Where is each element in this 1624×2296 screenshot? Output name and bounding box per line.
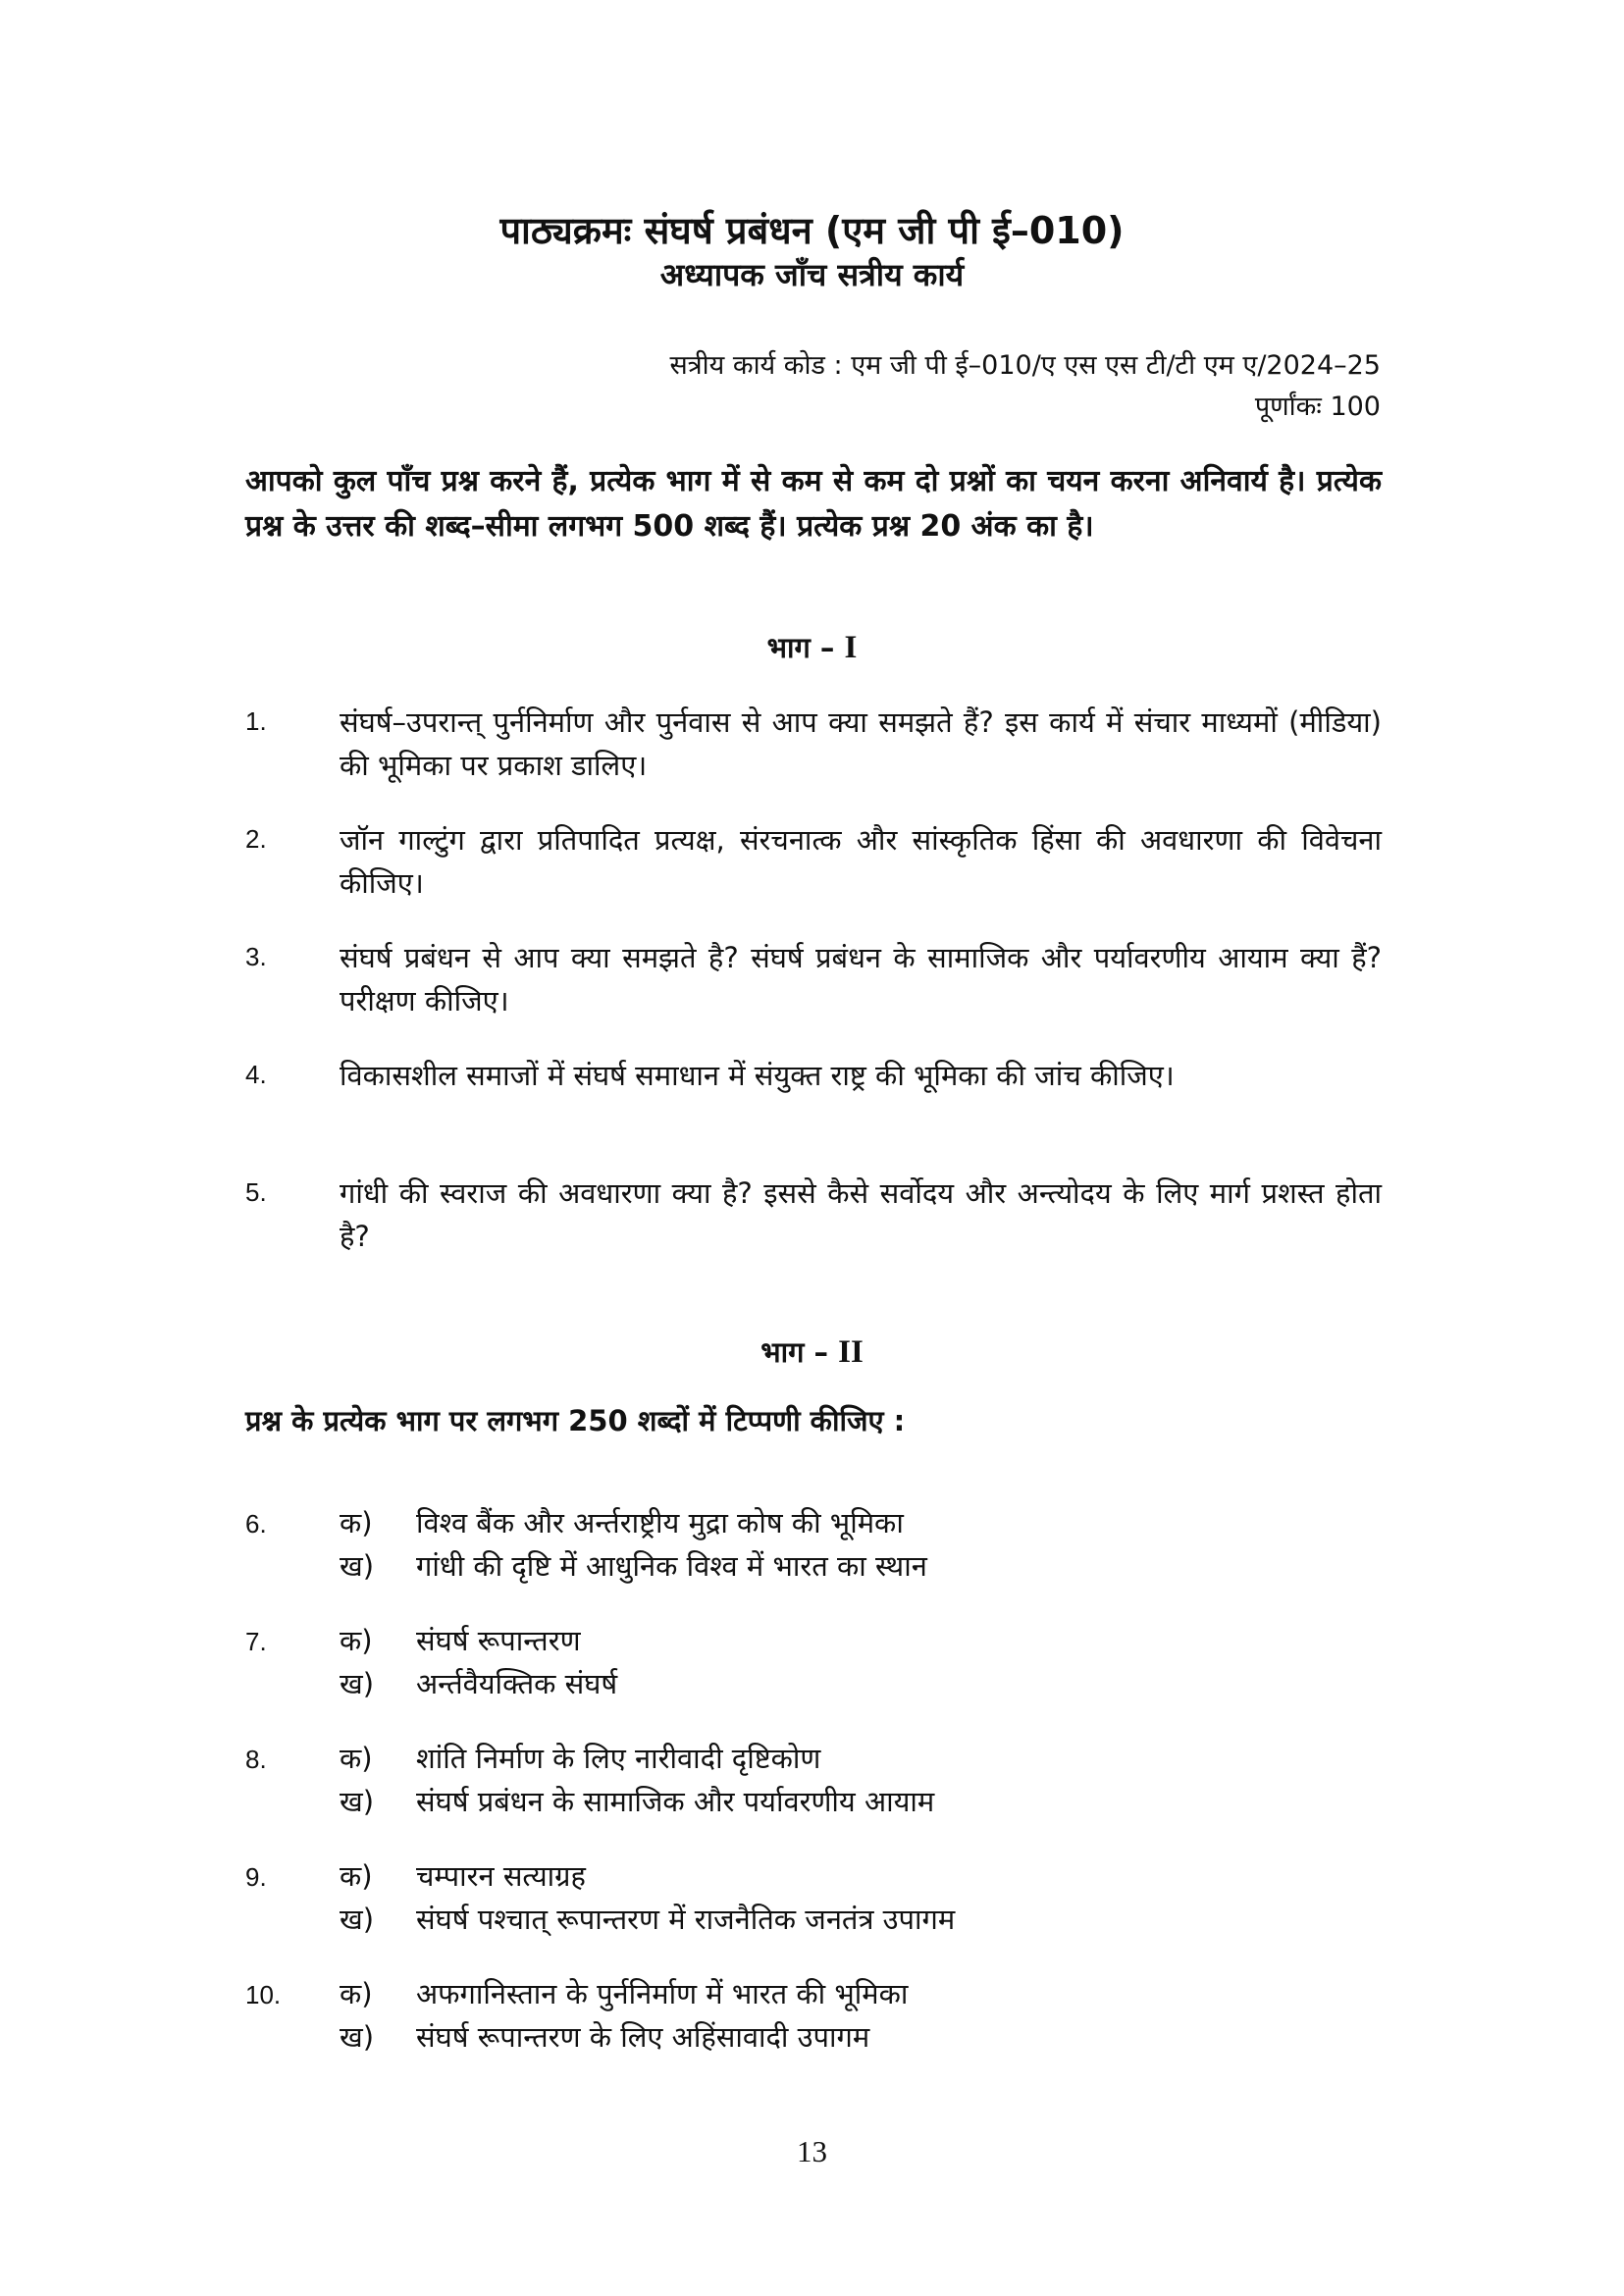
sub-label: ख)	[340, 2020, 375, 2054]
sub-text: शांति निर्माण के लिए नारीवादी दृष्टिकोण	[416, 1742, 821, 1775]
sub-label: ख)	[340, 1667, 375, 1700]
sub-question-a	[340, 1503, 904, 1541]
question-number: 5.	[245, 1177, 267, 1207]
part-1-numeral: I	[844, 630, 858, 665]
general-instructions: आपको कुल पाँच प्रश्न करने हैं, प्रत्येक भाग में से कम से कम दो प्रश्नों का चयन करना अनिवार्य है। प्रत्येक प्रश्न के उत्तर की शब्द–सीमा लगभग 500 शब्द हैं। प्रत्येक प्रश्न 20 अंक का है।	[245, 464, 1382, 544]
part-2-instructions: प्रश्न के प्रत्येक भाग पर लगभग 250 शब्दों में टिप्पणी कीजिए :	[245, 1404, 906, 1437]
question-number: 9.	[245, 1862, 267, 1892]
sub-text: अफगानिस्तान के पुर्ननिर्माण में भारत की भूमिका	[416, 1977, 909, 2010]
question-text: जॉन गाल्टुंग द्वारा प्रतिपादित प्रत्यक्ष, संरचनात्क और सांस्कृतिक हिंसा की अवधारणा की विवेचना कीजिए।	[340, 823, 1382, 900]
question-text: विकासशील समाजों में संघर्ष समाधान में संयुक्त राष्ट्र की भूमिका की जांच कीजिए।	[340, 1059, 1175, 1092]
sub-label: ख)	[340, 1549, 375, 1583]
sub-question-b	[340, 2017, 869, 2056]
sub-text: संघर्ष रूपान्तरण के लिए अहिंसावादी उपागम	[416, 2020, 870, 2054]
part-1-label: भाग –	[766, 631, 835, 664]
question-text: गांधी की स्वराज की अवधारणा क्या है? इससे कैसे सर्वोदय और अन्त्योदय के लिए मार्ग प्रशस्त होता है?	[340, 1176, 1382, 1253]
question-number: 3.	[245, 942, 267, 971]
sub-label: ख)	[340, 1903, 375, 1936]
question-number: 8.	[245, 1745, 267, 1774]
part-2-heading	[0, 1332, 1624, 1371]
sub-question-a	[340, 1974, 908, 2012]
max-marks: पूर्णांकः 100	[1254, 391, 1381, 422]
sub-label: क)	[340, 1624, 373, 1657]
sub-text: संघर्ष रूपान्तरण	[416, 1624, 581, 1657]
question-text: संघर्ष प्रबंधन से आप क्या समझते है? संघर्ष प्रबंधन के सामाजिक और पर्यावरणीय आयाम क्या हैं? परीक्षण कीजिए।	[340, 941, 1382, 1018]
sub-question-a	[340, 1621, 581, 1659]
sub-label: क)	[340, 1977, 373, 2010]
sub-text: विश्व बैंक और अर्न्तराष्ट्रीय मुद्रा कोष की भूमिका	[416, 1506, 904, 1539]
sub-label: क)	[340, 1859, 373, 1893]
course-title: पाठ्यक्रमः संघर्ष प्रबंधन (एम जी पी ई–010)	[499, 209, 1125, 252]
sub-text: चम्पारन सत्याग्रह	[416, 1859, 586, 1893]
sub-text: संघर्ष पश्चात् रूपान्तरण में राजनैतिक जनतंत्र उपागम	[416, 1903, 956, 1936]
sub-question-b	[340, 1900, 955, 1938]
part-1-heading	[0, 628, 1624, 666]
page-number: 13	[797, 2134, 827, 2168]
sub-label: क)	[340, 1742, 373, 1775]
sub-question-a	[340, 1739, 820, 1777]
question-number: 2.	[245, 824, 267, 854]
sub-label: ख)	[340, 1785, 375, 1818]
question-number: 6.	[245, 1509, 267, 1539]
question-text: संघर्ष–उपरान्त् पुर्ननिर्माण और पुर्नवास से आप क्या समझते हैं? इस कार्य में संचार माध्यमों (मीडिया) की भूमिका पर प्रकाश डालिए।	[340, 705, 1382, 782]
part-2-numeral: II	[838, 1334, 864, 1370]
sub-question-b	[340, 1546, 927, 1585]
sub-text: गांधी की दृष्टि में आधुनिक विश्व में भारत का स्थान	[416, 1549, 927, 1583]
sub-text: अर्न्तवैयक्तिक संघर्ष	[416, 1667, 618, 1700]
sub-question-b	[340, 1664, 617, 1702]
sub-question-a	[340, 1856, 586, 1895]
part-2-label: भाग –	[760, 1335, 829, 1369]
sub-text: संघर्ष प्रबंधन के सामाजिक और पर्यावरणीय आयाम	[416, 1785, 935, 1818]
question-number: 4.	[245, 1060, 267, 1089]
sub-question-b	[340, 1782, 934, 1820]
sub-label: क)	[340, 1506, 373, 1539]
question-number: 1.	[245, 706, 267, 736]
question-number: 7.	[245, 1627, 267, 1656]
assignment-code: सत्रीय कार्य कोड : एम जी पी ई–010/ए एस एस टी/टी एम ए/2024–25	[669, 350, 1381, 381]
assignment-subtitle: अध्यापक जाँच सत्रीय कार्य	[659, 256, 965, 293]
question-number: 10.	[245, 1980, 282, 2009]
